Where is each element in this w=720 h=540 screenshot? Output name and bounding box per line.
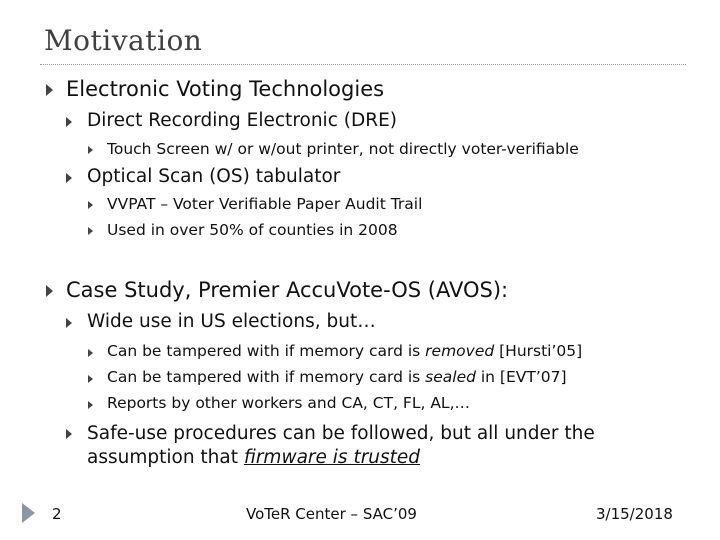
bullet-arrow-icon — [66, 318, 72, 328]
bullet-arrow-icon — [46, 84, 53, 96]
bullet-vvpat: VVPAT – Voter Verifiable Paper Audit Trail — [107, 195, 423, 213]
footer-page-number: 2 — [52, 505, 62, 523]
bullet-wide-use: Wide use in US elections, but… — [87, 311, 376, 332]
safe-use-text: assumption that — [87, 447, 244, 468]
slide-title: Motivation — [44, 24, 203, 57]
bullet-dre-sub: Touch Screen w/ or w/out printer, not directly voter-verifiable — [107, 140, 579, 158]
safe-use-line-2 — [87, 446, 595, 470]
bullet-used: Used in over 50% of counties in 2008 — [107, 221, 398, 239]
footer-arrow-icon — [22, 503, 35, 523]
bullet-arrow-icon — [66, 117, 72, 127]
bullet-dre: Direct Recording Electronic (DRE) — [87, 110, 397, 131]
footer-center-text: VoTeR Center – SAC’09 — [246, 505, 417, 523]
safe-use-line-1: Safe-use procedures can be followed, but all under the — [87, 423, 595, 444]
tamper-removed-text: Can be tampered with if memory card is — [107, 342, 426, 360]
tamper-sealed-citation: in [EVT’07] — [475, 368, 567, 386]
title-divider — [40, 64, 686, 65]
bullet-arrow-icon — [88, 401, 93, 409]
bullet-arrow-icon — [88, 375, 93, 383]
bullet-case-study: Case Study, Premier AccuVote-OS (AVOS): — [66, 278, 509, 302]
bullet-arrow-icon — [88, 146, 93, 154]
bullet-reports: Reports by other workers and CA, CT, FL, AL,… — [107, 394, 470, 412]
bullet-arrow-icon — [88, 227, 93, 235]
footer-date: 3/15/2018 — [596, 505, 673, 523]
bullet-arrow-icon — [46, 285, 53, 297]
bullet-arrow-icon — [66, 173, 72, 183]
bullet-tamper-sealed — [107, 368, 567, 386]
bullet-arrow-icon — [88, 201, 93, 209]
bullet-arrow-icon — [88, 349, 93, 357]
safe-use-emphasis: firmware is trusted — [243, 447, 421, 468]
tamper-removed-citation: [Hursti’05] — [494, 342, 583, 360]
tamper-removed-emphasis: removed — [425, 342, 495, 360]
tamper-sealed-emphasis: sealed — [425, 368, 476, 386]
bullet-tamper-removed — [107, 342, 582, 360]
bullet-evt: Electronic Voting Technologies — [66, 77, 385, 101]
bullet-arrow-icon — [66, 429, 72, 439]
bullet-os: Optical Scan (OS) tabulator — [87, 166, 341, 187]
bullet-safe-use — [87, 422, 595, 470]
tamper-sealed-text: Can be tampered with if memory card is — [107, 368, 426, 386]
